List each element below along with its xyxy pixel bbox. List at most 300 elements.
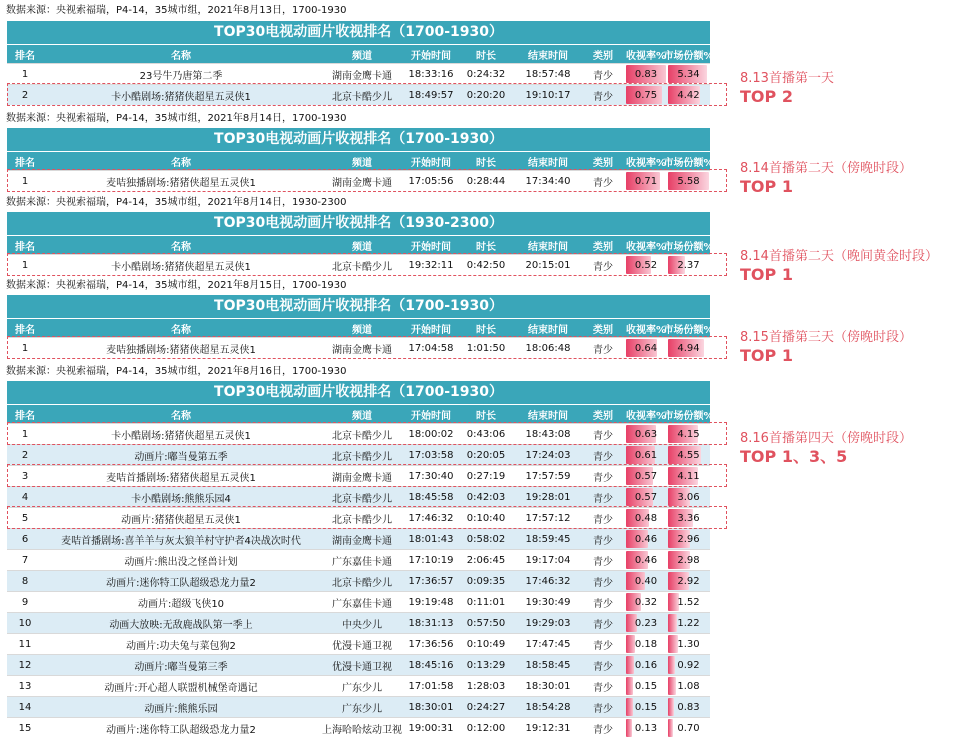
annotation-0814-evening — [740, 160, 912, 197]
cell-duration: 0:10:40 — [466, 512, 506, 524]
column-header-end: 结束时间 — [528, 410, 568, 422]
column-header-duration: 时长 — [476, 241, 496, 253]
rating-value: 0.13 — [634, 722, 658, 734]
cell-rating — [625, 550, 667, 570]
table-row — [7, 423, 710, 444]
cell-duration: 0:43:06 — [466, 428, 506, 440]
annotation-rank: TOP 1 — [740, 177, 793, 196]
cell-duration: 0:27:19 — [466, 470, 506, 482]
column-header-start: 开始时间 — [411, 324, 451, 336]
column-header-start: 开始时间 — [411, 410, 451, 422]
cell-channel: 北京卡酷少儿 — [332, 261, 392, 273]
rating-value: 0.46 — [634, 554, 658, 566]
cell-rating — [625, 487, 667, 507]
share-value: 2.98 — [677, 554, 700, 566]
cell-category: 青少 — [593, 619, 613, 631]
cell-rank: 6 — [21, 533, 29, 545]
cell-channel: 湖南金鹰卡通 — [332, 70, 392, 82]
cell-channel: 北京卡酷少儿 — [332, 493, 392, 505]
cell-share — [667, 466, 710, 486]
column-header-share: 市场份额% — [663, 324, 714, 336]
rating-value: 0.64 — [634, 342, 658, 354]
cell-channel: 广东少儿 — [342, 703, 382, 715]
cell-name: 卡小酷剧场:猪猪侠超星五灵侠1 — [111, 261, 251, 273]
column-header-name: 名称 — [171, 241, 191, 253]
rating-value: 0.61 — [634, 449, 658, 461]
cell-rank: 1 — [21, 342, 29, 354]
annotation-0816 — [740, 430, 912, 467]
cell-end: 17:47:45 — [525, 638, 571, 650]
cell-name: 麦咭独播剧场:猪猪侠超星五灵侠1 — [106, 344, 256, 356]
cell-end: 18:58:45 — [525, 659, 571, 671]
share-value: 0.70 — [677, 722, 700, 734]
share-value: 1.52 — [677, 596, 700, 608]
cell-name: 动画片:嘟当曼第五季 — [134, 451, 228, 463]
cell-share — [667, 550, 710, 570]
cell-duration: 0:42:03 — [466, 491, 506, 503]
cell-duration: 0:28:44 — [466, 175, 506, 187]
cell-end: 17:24:03 — [525, 449, 571, 461]
table-header-row — [7, 235, 714, 254]
table-row — [7, 633, 710, 654]
table-row — [7, 528, 710, 549]
cell-channel: 湖南金鹰卡通 — [332, 535, 392, 547]
cell-start: 17:04:58 — [408, 342, 454, 354]
column-header-rank: 排名 — [15, 241, 35, 253]
cell-channel: 广东嘉佳卡通 — [332, 598, 392, 610]
cell-end: 18:30:01 — [525, 680, 571, 692]
cell-category: 青少 — [593, 344, 613, 356]
column-header-duration: 时长 — [476, 324, 496, 336]
cell-start: 18:30:01 — [408, 701, 454, 713]
cell-rank: 12 — [18, 659, 32, 671]
share-value: 4.55 — [677, 449, 700, 461]
annotation-rank: TOP 1、3、5 — [740, 447, 848, 466]
cell-name: 动画片:熊熊乐园 — [144, 703, 218, 715]
cell-rating — [625, 255, 667, 275]
column-header-name: 名称 — [171, 324, 191, 336]
rating-value: 0.15 — [634, 701, 658, 713]
cell-rating — [625, 697, 667, 717]
annotation-rank: TOP 1 — [740, 265, 793, 284]
cell-end: 20:15:01 — [525, 259, 571, 271]
annotation-0813 — [740, 70, 834, 107]
column-header-rating: 收视率% — [625, 410, 667, 422]
cell-rating — [625, 613, 667, 633]
cell-rating — [625, 718, 667, 738]
cell-end: 17:34:40 — [525, 175, 571, 187]
column-header-end: 结束时间 — [528, 241, 568, 253]
cell-share — [667, 445, 710, 465]
cell-category: 青少 — [593, 640, 613, 652]
column-header-category: 类别 — [593, 241, 613, 253]
cell-category: 青少 — [593, 177, 613, 189]
cell-category: 青少 — [593, 598, 613, 610]
cell-end: 18:57:48 — [525, 68, 571, 80]
cell-channel: 北京卡酷少儿 — [332, 514, 392, 526]
share-bar — [668, 635, 678, 653]
share-value: 4.94 — [677, 342, 700, 354]
column-header-rank: 排名 — [15, 324, 35, 336]
cell-category: 青少 — [593, 430, 613, 442]
share-value: 3.36 — [677, 512, 700, 524]
table-row — [7, 696, 710, 717]
cell-channel: 中央少儿 — [342, 619, 382, 631]
share-value: 4.15 — [677, 428, 700, 440]
rating-value: 0.32 — [634, 596, 658, 608]
data-source-line: 数据来源：央视索福瑞，P4-14，35城市组，2021年8月16日，1700-1930 — [6, 366, 347, 377]
column-header-start: 开始时间 — [411, 50, 451, 62]
rating-value: 0.57 — [634, 491, 658, 503]
column-header-channel: 频道 — [352, 241, 372, 253]
cell-start: 18:31:13 — [408, 617, 454, 629]
cell-rating — [625, 338, 667, 358]
cell-rating — [625, 466, 667, 486]
column-header-rating: 收视率% — [625, 157, 667, 169]
annotation-note: 8.14首播第二天（晚间黄金时段） — [740, 249, 938, 264]
rating-value: 0.71 — [634, 175, 658, 187]
cell-duration: 1:01:50 — [466, 342, 506, 354]
cell-channel: 北京卡酷少儿 — [332, 451, 392, 463]
column-header-duration: 时长 — [476, 50, 496, 62]
table-row — [7, 465, 710, 486]
cell-channel: 湖南金鹰卡通 — [332, 472, 392, 484]
rating-bar — [626, 656, 634, 674]
share-value: 3.06 — [677, 491, 700, 503]
cell-duration: 0:09:35 — [466, 575, 506, 587]
table-title: TOP30电视动画片收视排名（1700-1930） — [7, 21, 710, 44]
annotation-0815 — [740, 329, 912, 366]
cell-rank: 10 — [18, 617, 32, 629]
rating-value: 0.48 — [634, 512, 658, 524]
cell-rating — [625, 64, 667, 84]
column-header-end: 结束时间 — [528, 324, 568, 336]
data-source-line: 数据来源：央视索福瑞，P4-14，35城市组，2021年8月15日，1700-1930 — [6, 280, 347, 291]
column-header-start: 开始时间 — [411, 157, 451, 169]
cell-rating — [625, 529, 667, 549]
cell-category: 青少 — [593, 703, 613, 715]
rating-value: 0.75 — [634, 89, 658, 101]
table-row — [7, 444, 710, 465]
cell-duration: 0:13:29 — [466, 659, 506, 671]
table-header-row — [7, 404, 714, 423]
share-bar — [668, 656, 675, 674]
column-header-share: 市场份额% — [663, 50, 714, 62]
cell-category: 青少 — [593, 577, 613, 589]
column-header-end: 结束时间 — [528, 157, 568, 169]
cell-rank: 14 — [18, 701, 32, 713]
cell-end: 19:12:31 — [525, 722, 571, 734]
cell-end: 18:06:48 — [525, 342, 571, 354]
cell-name: 23号牛乃唐第二季 — [139, 70, 223, 82]
cell-start: 18:45:58 — [408, 491, 454, 503]
cell-share — [667, 85, 710, 105]
cell-rank: 11 — [18, 638, 32, 650]
cell-share — [667, 338, 710, 358]
cell-duration: 0:24:32 — [466, 68, 506, 80]
data-source-line: 数据来源：央视索福瑞，P4-14，35城市组，2021年8月14日，1930-2300 — [6, 197, 347, 208]
cell-end: 18:59:45 — [525, 533, 571, 545]
cell-category: 青少 — [593, 261, 613, 273]
annotation-note: 8.13首播第一天 — [740, 71, 834, 86]
table-row — [7, 254, 710, 275]
cell-rank: 7 — [21, 554, 29, 566]
share-value: 2.92 — [677, 575, 700, 587]
ranking-table — [7, 21, 714, 105]
column-header-channel: 频道 — [352, 157, 372, 169]
table-row — [7, 63, 710, 84]
cell-rating — [625, 171, 667, 191]
cell-rating — [625, 85, 667, 105]
cell-rank: 1 — [21, 428, 29, 440]
cell-rank: 1 — [21, 259, 29, 271]
cell-duration: 0:58:02 — [466, 533, 506, 545]
cell-duration: 0:12:00 — [466, 722, 506, 734]
cell-rating — [625, 508, 667, 528]
table-header-row — [7, 318, 714, 337]
cell-channel: 湖南金鹰卡通 — [332, 344, 392, 356]
share-value: 1.30 — [677, 638, 700, 650]
cell-start: 17:30:40 — [408, 470, 454, 482]
cell-share — [667, 697, 710, 717]
column-header-channel: 频道 — [352, 410, 372, 422]
column-header-share: 市场份额% — [663, 410, 714, 422]
table-row — [7, 717, 710, 738]
rating-bar — [626, 698, 633, 716]
table-row — [7, 570, 710, 591]
cell-share — [667, 718, 710, 738]
cell-share — [667, 508, 710, 528]
cell-category: 青少 — [593, 682, 613, 694]
cell-name: 动画片:超级飞侠10 — [137, 598, 225, 610]
cell-rating — [625, 424, 667, 444]
cell-name: 动画片:开心超人联盟机械堡奇遇记 — [104, 682, 258, 694]
cell-category: 青少 — [593, 661, 613, 673]
table-row — [7, 170, 710, 191]
cell-rating — [625, 634, 667, 654]
share-value: 4.42 — [677, 89, 700, 101]
cell-category: 青少 — [593, 493, 613, 505]
table-row — [7, 654, 710, 675]
cell-start: 18:49:57 — [408, 89, 454, 101]
column-header-rank: 排名 — [15, 410, 35, 422]
rating-value: 0.15 — [634, 680, 658, 692]
table-title: TOP30电视动画片收视排名（1930-2300） — [7, 212, 710, 235]
ranking-table — [7, 295, 714, 358]
column-header-channel: 频道 — [352, 50, 372, 62]
cell-share — [667, 255, 710, 275]
cell-rank: 2 — [21, 449, 29, 461]
cell-share — [667, 171, 710, 191]
cell-name: 卡小酷剧场:猪猪侠超星五灵侠1 — [111, 91, 251, 103]
share-value: 2.96 — [677, 533, 700, 545]
data-source-line: 数据来源：央视索福瑞，P4-14，35城市组，2021年8月14日，1700-1930 — [6, 113, 347, 124]
cell-rank: 5 — [21, 512, 29, 524]
share-value: 0.83 — [677, 701, 700, 713]
cell-duration: 1:28:03 — [466, 680, 506, 692]
cell-end: 19:28:01 — [525, 491, 571, 503]
cell-rank: 9 — [21, 596, 29, 608]
rating-bar — [626, 677, 633, 695]
ranking-table — [7, 381, 714, 738]
cell-name: 动画片:迷你特工队超级恐龙力量2 — [106, 577, 256, 589]
cell-channel: 北京卡酷少儿 — [332, 430, 392, 442]
cell-name: 麦咭首播剧场:喜羊羊与灰太狼羊村守护者4决战次时代 — [61, 535, 301, 547]
cell-start: 18:33:16 — [408, 68, 454, 80]
cell-end: 17:57:12 — [525, 512, 571, 524]
column-header-category: 类别 — [593, 50, 613, 62]
share-bar — [668, 719, 673, 737]
column-header-start: 开始时间 — [411, 241, 451, 253]
share-value: 2.37 — [677, 259, 700, 271]
cell-category: 青少 — [593, 535, 613, 547]
cell-rank: 4 — [21, 491, 29, 503]
cell-rank: 15 — [18, 722, 32, 734]
cell-share — [667, 487, 710, 507]
rating-value: 0.18 — [634, 638, 658, 650]
table-row — [7, 84, 710, 105]
cell-category: 青少 — [593, 514, 613, 526]
cell-channel: 湖南金鹰卡通 — [332, 177, 392, 189]
rating-value: 0.16 — [634, 659, 658, 671]
cell-duration: 0:24:27 — [466, 701, 506, 713]
share-value: 1.08 — [677, 680, 700, 692]
cell-end: 19:29:03 — [525, 617, 571, 629]
column-header-category: 类别 — [593, 410, 613, 422]
cell-start: 19:00:31 — [408, 722, 454, 734]
column-header-category: 类别 — [593, 157, 613, 169]
share-value: 1.22 — [677, 617, 700, 629]
cell-end: 18:54:28 — [525, 701, 571, 713]
cell-duration: 0:10:49 — [466, 638, 506, 650]
cell-start: 17:01:58 — [408, 680, 454, 692]
cell-name: 卡小酷剧场:熊熊乐园4 — [131, 493, 231, 505]
table-title: TOP30电视动画片收视排名（1700-1930） — [7, 381, 710, 404]
annotation-note: 8.16首播第四天（傍晚时段） — [740, 431, 912, 446]
cell-name: 麦咭独播剧场:猪猪侠超星五灵侠1 — [106, 177, 256, 189]
cell-rank: 2 — [21, 89, 29, 101]
annotation-note: 8.15首播第三天（傍晚时段） — [740, 330, 912, 345]
cell-start: 17:46:32 — [408, 512, 454, 524]
column-header-rating: 收视率% — [625, 241, 667, 253]
cell-share — [667, 592, 710, 612]
rating-bar — [626, 719, 632, 737]
cell-share — [667, 655, 710, 675]
cell-start: 18:01:43 — [408, 533, 454, 545]
table-row — [7, 486, 710, 507]
cell-channel: 北京卡酷少儿 — [332, 91, 392, 103]
ranking-table — [7, 212, 714, 275]
table-row — [7, 612, 710, 633]
cell-name: 动画大放映:无敌鹿战队第一季上 — [109, 619, 253, 631]
table-row — [7, 591, 710, 612]
cell-channel: 优漫卡通卫视 — [332, 640, 392, 652]
cell-category: 青少 — [593, 70, 613, 82]
share-value: 5.58 — [677, 175, 700, 187]
cell-share — [667, 424, 710, 444]
cell-channel: 广东嘉佳卡通 — [332, 556, 392, 568]
share-bar — [668, 698, 674, 716]
column-header-channel: 频道 — [352, 324, 372, 336]
cell-rank: 1 — [21, 68, 29, 80]
cell-category: 青少 — [593, 451, 613, 463]
cell-start: 19:32:11 — [408, 259, 454, 271]
column-header-name: 名称 — [171, 410, 191, 422]
table-row — [7, 507, 710, 528]
cell-rank: 13 — [18, 680, 32, 692]
column-header-rank: 排名 — [15, 50, 35, 62]
cell-end: 19:30:49 — [525, 596, 571, 608]
cell-duration: 0:20:20 — [466, 89, 506, 101]
cell-rating — [625, 445, 667, 465]
cell-end: 19:10:17 — [525, 89, 571, 101]
data-source-line: 数据来源：央视索福瑞，P4-14，35城市组，2021年8月13日，1700-1930 — [6, 5, 347, 16]
cell-share — [667, 64, 710, 84]
cell-end: 18:43:08 — [525, 428, 571, 440]
cell-rank: 3 — [21, 470, 29, 482]
cell-name: 麦咭首播剧场:猪猪侠超星五灵侠1 — [106, 472, 256, 484]
cell-category: 青少 — [593, 556, 613, 568]
cell-rating — [625, 655, 667, 675]
cell-share — [667, 571, 710, 591]
table-header-row — [7, 151, 714, 170]
cell-start: 17:36:57 — [408, 575, 454, 587]
column-header-share: 市场份额% — [663, 241, 714, 253]
cell-category: 青少 — [593, 724, 613, 736]
cell-name: 卡小酷剧场:猪猪侠超星五灵侠1 — [111, 430, 251, 442]
cell-start: 18:00:02 — [408, 428, 454, 440]
rating-bar — [626, 635, 635, 653]
cell-end: 17:57:59 — [525, 470, 571, 482]
table-title: TOP30电视动画片收视排名（1700-1930） — [7, 295, 710, 318]
cell-category: 青少 — [593, 472, 613, 484]
column-header-end: 结束时间 — [528, 50, 568, 62]
cell-share — [667, 676, 710, 696]
cell-duration: 0:42:50 — [466, 259, 506, 271]
cell-channel: 广东少儿 — [342, 682, 382, 694]
column-header-name: 名称 — [171, 157, 191, 169]
cell-duration: 0:57:50 — [466, 617, 506, 629]
column-header-rating: 收视率% — [625, 324, 667, 336]
cell-name: 动画片:猪猪侠超星五灵侠1 — [121, 514, 241, 526]
annotation-rank: TOP 2 — [740, 87, 793, 106]
cell-category: 青少 — [593, 91, 613, 103]
share-value: 5.34 — [677, 68, 700, 80]
table-title: TOP30电视动画片收视排名（1700-1930） — [7, 128, 710, 151]
cell-rating — [625, 676, 667, 696]
column-header-rank: 排名 — [15, 157, 35, 169]
cell-share — [667, 529, 710, 549]
cell-channel: 优漫卡通卫视 — [332, 661, 392, 673]
cell-rank: 1 — [21, 175, 29, 187]
column-header-share: 市场份额% — [663, 157, 714, 169]
cell-name: 动画片:嘟当曼第三季 — [134, 661, 228, 673]
cell-start: 17:10:19 — [408, 554, 454, 566]
rating-value: 0.52 — [634, 259, 658, 271]
rating-value: 0.40 — [634, 575, 658, 587]
rating-value: 0.63 — [634, 428, 658, 440]
annotation-note: 8.14首播第二天（傍晚时段） — [740, 161, 912, 176]
cell-rank: 8 — [21, 575, 29, 587]
column-header-name: 名称 — [171, 50, 191, 62]
cell-start: 17:03:58 — [408, 449, 454, 461]
share-value: 4.11 — [677, 470, 700, 482]
share-bar — [668, 677, 676, 695]
cell-share — [667, 613, 710, 633]
cell-duration: 0:11:01 — [466, 596, 506, 608]
table-row — [7, 549, 710, 570]
cell-name: 动画片:迷你特工队超级恐龙力量2 — [106, 724, 256, 736]
